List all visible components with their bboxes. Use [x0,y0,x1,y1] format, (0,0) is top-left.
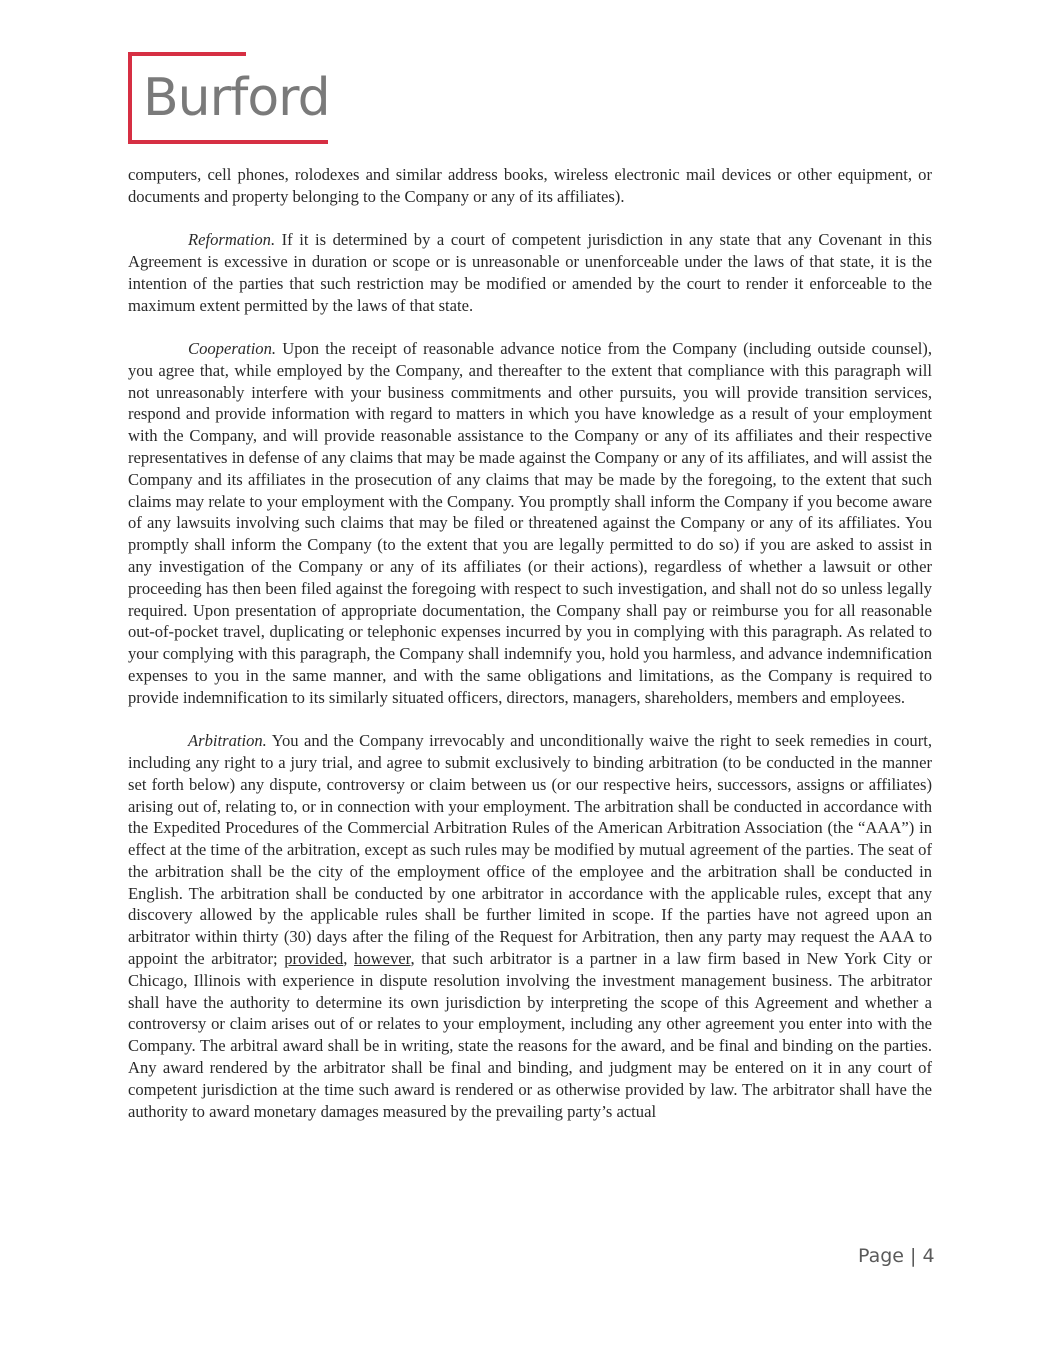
section-heading-reformation: Reformation. [188,230,276,250]
underlined-term-however: however [354,949,411,969]
document-body [128,164,932,1144]
section-heading-arbitration: Arbitration. [188,731,267,751]
underlined-term-provided: provided [284,949,344,969]
paragraph-continuation [128,164,932,208]
paragraph-text: , that such arbitrator is a partner in a law firm based in New York City or Chicago, Illinois with experience in dispute resolution involving the investment management business. The arbitrator shall have the authority to determine its own jurisdiction by interpreting the scope of this Agreement and whether a controversy or claim arises out of or relates to your employment, including any other agreement you enter into with the Company. The arbitral award shall be in writing, state the reasons for the award, and be final and binding on the parties. Any award rendered by the arbitrator shall be final and binding, and judgment may be entered on it in any court of competent jurisdiction at the time such award is rendered or as otherwise provided by law. The arbitrator shall have the authority to award monetary damages measured by the prevailing party’s actual [128,949,933,1121]
paragraph-text: If it is determined by a court of competent jurisdiction in any state that any Covenant in this Agreement is excessive in duration or scope or is unreasonable or unenforceable under the laws of that state, it is the intention of the parties that such restriction may be modified or amended by the court to render it enforceable to the maximum extent permitted by the laws of that state. [128,230,932,315]
paragraph-reformation [128,229,932,316]
section-heading-cooperation: Cooperation. [188,338,277,358]
punctuation-comma: , [343,949,348,969]
paragraph-cooperation [128,338,932,709]
paragraph-text: You and the Company irrevocably and unconditionally waive the right to seek remedies in court, including any right to a jury trial, and agree to submit exclusively to binding arbitration (to be conducted in the manner set forth below) any dispute, controversy or claim between us (or our respective heirs, successors, assigns or affiliates) arising out of, relating to, or in connection with your employment. The arbitration shall be conducted in accordance with the Expedited Procedures of the Commercial Arbitration Rules of the American Arbitration Association (the “AAA”) in effect at the time of the arbitration, except as such rules may be modified by mutual agreement of the parties. The seat of the arbitration shall be the city of the employment office of the employee and the arbitration shall be conducted in English. The arbitration shall be conducted by one arbitrator in accordance with the applicable rules, except that any discovery allowed by the applicable rules shall be further limited in scope. If the parties have not agreed upon an arbitrator within thirty (30) days after the filing of the Request for Arbitration, then any party may request the AAA to appoint the arbitrator; [128,731,932,969]
logo-bracket-left [128,52,132,144]
paragraph-arbitration [128,730,932,1122]
logo-wordmark: Burford [143,68,330,128]
paragraph-text: computers, cell phones, rolodexes and similar address books, wireless electronic mail devices or other equipment, or documents and property belonging to the Company or any of its affiliates). [128,165,932,206]
page-number: Page | 4 [858,1245,935,1267]
logo-bracket-top [128,52,246,56]
logo-bracket-bottom [128,140,328,144]
paragraph-text: Upon the receipt of reasonable advance notice from the Company (including outside counsel), you agree that, while employed by the Company, and thereafter to the extent that compliance with this paragraph will not unreasonably interfere with your business commitments and other pursuits, you will provide transition services, respond and provide information with regard to matters in which you have knowledge as a result of your employment with the Company, and will provide reasonable assistance to the Company or any of its affiliates and their respective representatives in defense of any claims that may be made against the Company or any of its affiliates, and will assist the Company and its affiliates in the prosecution of any claims that may be made by the foregoing, to the extent that such claims may relate to your employment with the Company. You promptly shall inform the Company if you become aware of any lawsuits involving such claims that may be filed or threatened against the Company or any of its affiliates. You promptly shall inform the Company (to the extent that you are legally permitted to do so) if you are asked to assist in any investigation of the Company or any of its affiliates (or their actions), regardless of whether a lawsuit or other proceeding has then been filed against the foregoing with respect to such investigation, and shall not do so unless legally required. Upon presentation of appropriate documentation, the Company shall pay or reimburse you for all reasonable out-of-pocket travel, duplicating or telephonic expenses incurred by you in complying with this paragraph. As related to your complying with this paragraph, the Company shall indemnify you, hold you harmless, and advance indemnification expenses to you in the same manner, and with the same obligations and limitations, as the Company is required to provide indemnification to its similarly situated officers, directors, managers, shareholders, members and employees. [128,338,932,707]
burford-logo [128,52,328,148]
